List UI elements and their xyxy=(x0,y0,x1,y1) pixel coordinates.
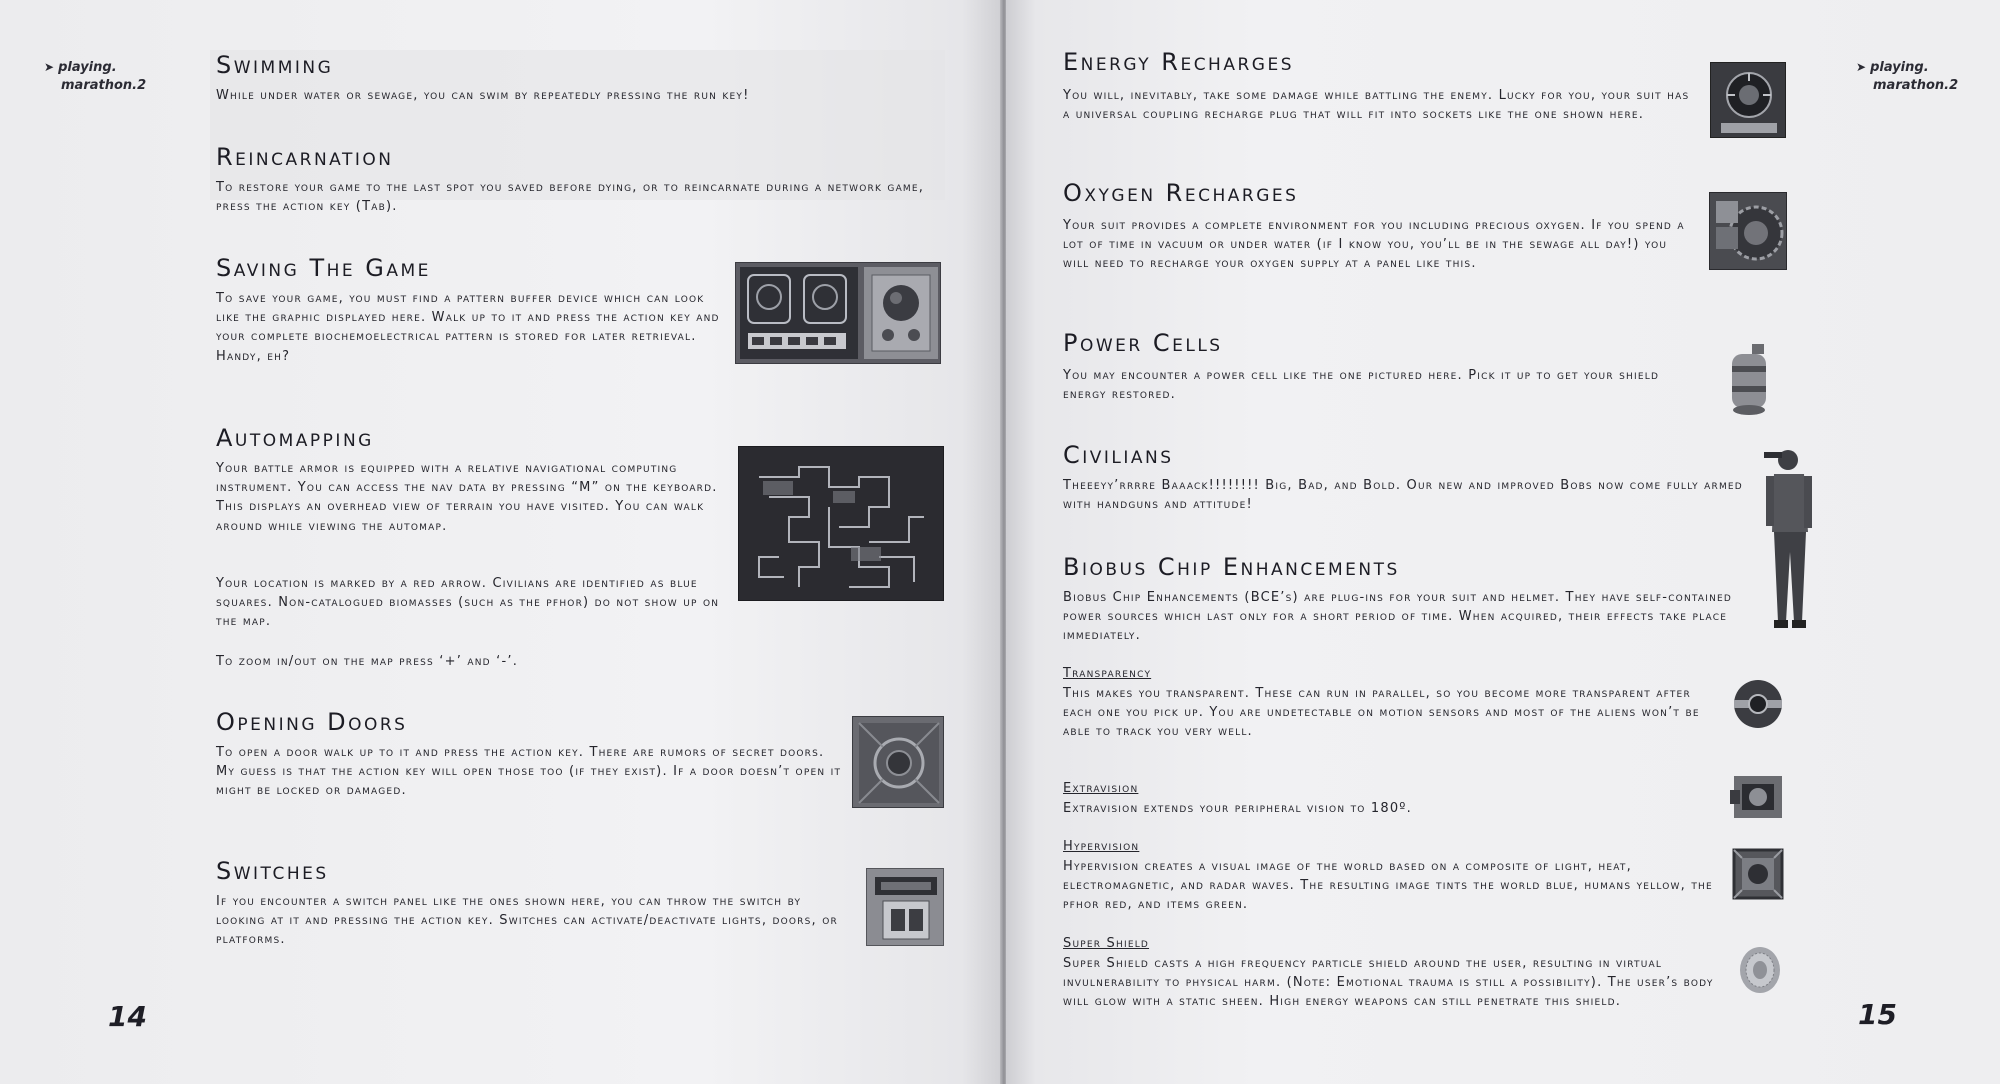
arrow-icon: ➤ xyxy=(1856,60,1867,74)
running-head-line1: playing. xyxy=(1870,60,1929,75)
section-body-opening-doors: To open a door walk up to it and press the action key. There are rumors of secret doors. My guess is that the action key will open those too (if they exist). If a door doesn’t open it might be locked or damaged. xyxy=(216,745,842,799)
body-hypervision: Hypervision creates a visual image of the world based on a composite of light, heat, electromagnetic, and radar waves. The resulting image tints the world blue, humans yellow, the pfhor red, and items green. xyxy=(1063,859,1713,913)
section-title-reincarnation: Reincarnation xyxy=(216,143,394,171)
section-title-civilians: Civilians xyxy=(1063,441,1174,469)
page-number: 15 xyxy=(1858,998,1897,1031)
section-body-civilians: Theeeyy’rrrre Baaack!!!!!!!! Big, Bad, and Bold. Our new and improved Bobs now come fully armed with handguns and attitude! xyxy=(1063,478,1743,513)
energy-recharge-image xyxy=(1710,62,1786,138)
section-title-energy: Energy Recharges xyxy=(1063,48,1294,76)
section-title-saving: Saving The Game xyxy=(216,254,431,282)
section-body-saving: To save your game, you must find a pattern buffer device which can look like the graphic displayed here. Walk up to it and press the action key and your complete biochemoelectrical pattern is stored for later retrieval. Handy, eh? xyxy=(216,291,720,364)
subheading-extravision: Extravision xyxy=(1063,781,1139,796)
section-body-swimming: While under water or sewage, you can swim by repeatedly pressing the run key! xyxy=(216,88,750,103)
running-head-line1: playing. xyxy=(58,60,117,75)
power-cell-image xyxy=(1724,342,1772,418)
section-body-automapping-3: To zoom in/out on the map press ‘+’ and ‘-’. xyxy=(216,654,519,669)
section-body-power-cells: You may encounter a power cell like the one pictured here. Pick it up to get your shield energy restored. xyxy=(1063,368,1660,403)
door-image xyxy=(852,716,944,808)
running-head-line2: marathon.2 xyxy=(1873,78,1959,93)
extravision-chip-icon xyxy=(1730,772,1786,822)
section-body-switches: If you encounter a switch panel like the ones shown here, you can throw the switch by looking at it and pressing the action key. Switches can activate/deactivate lights, doors, or platforms. xyxy=(216,894,838,948)
running-head xyxy=(1856,58,1958,95)
body-transparency: This makes you transparent. These can run in parallel, so you become more transparent after each one you pick up. You are undetectable on motion sensors and most of the aliens won’t be able to track you very well. xyxy=(1063,686,1700,740)
pattern-buffer-image xyxy=(735,262,941,364)
subheading-hypervision: Hypervision xyxy=(1063,839,1140,854)
hypervision-chip-icon xyxy=(1730,846,1786,902)
oxygen-recharge-image xyxy=(1709,192,1787,270)
section-title-switches: Switches xyxy=(216,857,329,885)
section-body-energy: You will, inevitably, take some damage while battling the enemy. Lucky for you, your suit has a universal coupling recharge plug that will fit into sockets like the one shown here. xyxy=(1063,88,1690,123)
body-super-shield: Super Shield casts a high frequency particle shield around the user, resulting in virtual invulnerability to physical harm. (Note: Emotional trauma is still a possibility). The user’s body will glow with a static sheen. High energy weapons can still penetrate this shield. xyxy=(1063,956,1714,1010)
page-number: 14 xyxy=(108,1000,147,1033)
arrow-icon: ➤ xyxy=(44,60,55,74)
right-page xyxy=(1006,0,2000,1084)
section-title-opening-doors: Opening Doors xyxy=(216,708,408,736)
section-body-biobus: Biobus Chip Enhancements (BCE’s) are plug-ins for your suit and helmet. They have self-contained power sources which last only for a short period of time. When acquired, their effects take place immediately. xyxy=(1063,590,1733,644)
section-body-oxygen: Your suit provides a complete environment for you including precious oxygen. If you spend a lot of time in vacuum or under water (if I know you, you’ll be in the sewage all day!) you will need to recharge your oxygen supply at a panel like this. xyxy=(1063,218,1685,272)
super-shield-chip-icon xyxy=(1736,944,1784,996)
section-title-power-cells: Power Cells xyxy=(1063,329,1223,357)
section-title-swimming: Swimming xyxy=(216,51,334,79)
section-body-automapping: Your battle armor is equipped with a relative navigational computing instrument. You can access the nav data by pressing “M” on the keyboard. This displays an overhead view of terrain you have visited. You can walk around while viewing the automap. xyxy=(216,461,718,534)
section-title-automapping: Automapping xyxy=(216,424,374,452)
transparency-chip-icon xyxy=(1732,678,1784,730)
civilian-bob-image xyxy=(1758,442,1828,634)
body-extravision: Extravision extends your peripheral vision to 180º. xyxy=(1063,801,1412,816)
automap-image xyxy=(738,446,944,601)
running-head xyxy=(44,58,146,95)
section-title-biobus: Biobus Chip Enhancements xyxy=(1063,553,1400,581)
section-body-reincarnation: To restore your game to the last spot you saved before dying, or to reincarnate during a network game, press the action key (Tab). xyxy=(216,180,925,215)
subheading-transparency: Transparency xyxy=(1063,666,1152,681)
subheading-super-shield: Super Shield xyxy=(1063,936,1150,951)
section-title-oxygen: Oxygen Recharges xyxy=(1063,179,1299,207)
section-body-automapping-2: Your location is marked by a red arrow. Civilians are identified as blue squares. Non-catalogued biomasses (such as the pfhor) do not show up on the map. xyxy=(216,576,720,630)
switch-panel-image xyxy=(866,868,944,946)
running-head-line2: marathon.2 xyxy=(61,78,147,93)
